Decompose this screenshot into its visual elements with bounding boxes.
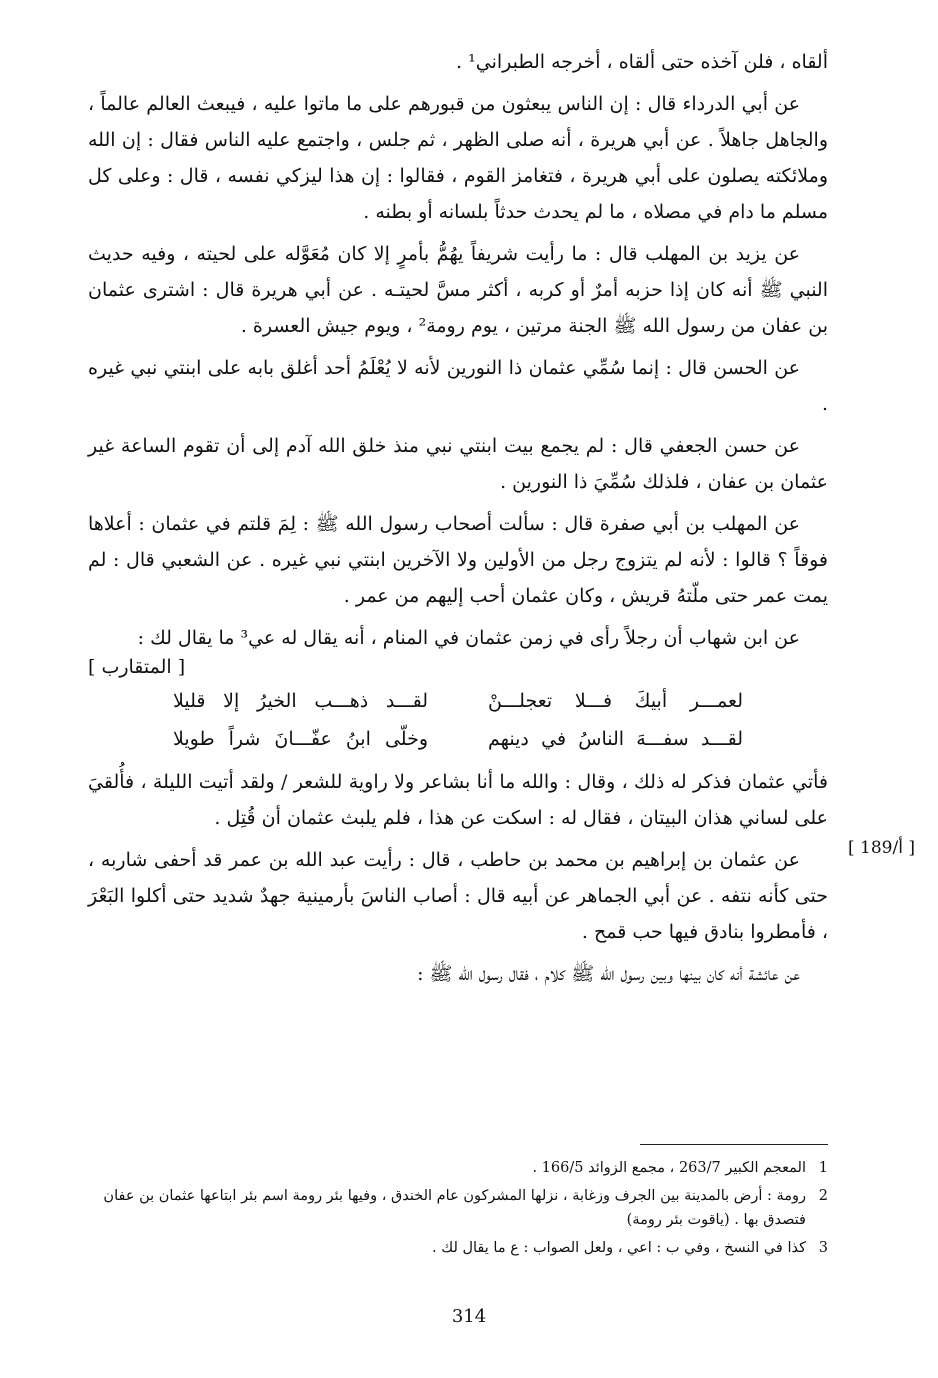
paragraph-9: عن عثمان بن إبراهيم بن محمد بن حاطب ، قال : رأيت عبد الله بن عمر قد أحفى شاربه ، حتى كأنه نتفه . عن أبي الجماهر عن أبيه قال : أصاب الناسَ بأرمينية جهدٌ شديد حتى أكلوا البَعْرَ ، فأمطروا بنادق فيها حب قمح . — [88, 849, 828, 943]
verse-1-first-hemistich: لعمـــر أبيكَ فـــلا تعجلـــنْ — [488, 690, 743, 712]
paragraph-2: عن أبي الدرداء قال : إن الناس يبعثون من قبورهم على ما ماتوا عليه ، فيبعث العالم عالماً ، والجاهل جاهلاً . عن أبي هريرة ، أنه صلى الظهر ، ثم جلس ، واجتمع عليه الناس فقال : إن الله وملائكته يصلون على أبي هريرة ، فتغامز القوم ، فقالوا : إن هذا ليزكي نفسه ، قال : وعلى كل مسلم ما دام في مصلاه ، ما لم يحدث حدثاً بلسانه أو بطنه . — [88, 93, 828, 223]
manuscript-folio-marker: [ 189/أ ] — [848, 838, 915, 858]
paragraph-10: عن عائشة أنه كان بينها وبين رسول الله ﷺ كلام ، فقال رسول الله ﷺ : — [417, 963, 800, 985]
footnote-text: كذا في النسخ ، وفي ب : اعي ، ولعل الصواب : ع ما يقال لك . — [432, 1240, 806, 1256]
paragraph-5: عن حسن الجعفي قال : لم يجمع بيت ابنتي نبي منذ خلق الله آدم إلى أن تقوم الساعة غير عثمان بن عفان ، فلذلك سُمِّيَ ذا النورين . — [88, 435, 828, 493]
paragraph-7: عن ابن شهاب أن رجلاً رأى في زمن عثمان في المنام ، أنه يقال له عي³ ما يقال لك : — [137, 627, 800, 649]
footnote-1 — [88, 1156, 828, 1180]
paragraph-8: فأتي عثمان فذكر له ذلك ، وقال : والله ما أنا بشاعر ولا راوية للشعر / ولقد أتيت الليلة ، فأُلقيَ على لساني هذان البيتان ، فقال له : اسكت عن هذا ، فلم يلبث عثمان أن قُتِل . — [88, 771, 828, 829]
main-text — [88, 44, 828, 998]
footnotes — [88, 1156, 828, 1264]
footnote-divider — [640, 1144, 828, 1145]
footnote-3 — [88, 1236, 828, 1260]
paragraph-3: عن يزيد بن المهلب قال : ما رأيت شريفاً يهُمُّ بأمرٍ إلا كان مُعَوَّله على لحيته ، وفيه حديث النبي ﷺ أنه كان إذا حزبه أمرٌ أو كربه ، أكثر مسَّ لحيتـه . عن أبي هريرة قال : اشترى عثمان بن عفان من رسول الله ﷺ الجنة مرتين ، يوم رومة² ، ويوم جيش العسرة . — [88, 243, 828, 337]
verse-1-second-hemistich: لقـــد ذهـــب الخيرُ إلا قليلا — [173, 690, 428, 712]
paragraph-4: عن الحسن قال : إنما سُمِّي عثمان ذا النورين لأنه لا يُعْلَمُ أحد أغلق بابه على ابنتي نبي غيره . — [88, 357, 828, 415]
poem-verse-1 — [88, 682, 828, 720]
footnote-number: 3 — [818, 1240, 828, 1256]
poem — [88, 682, 828, 758]
verse-2-second-hemistich: وخلّى ابنُ عفّـــانَ شراً طويلا — [173, 728, 428, 750]
poem-verse-2 — [88, 720, 828, 758]
footnote-text: المعجم الكبير 263/7 ، مجمع الزوائد 166/5 . — [532, 1160, 806, 1176]
footnote-number: 2 — [818, 1188, 828, 1204]
footnote-number: 1 — [818, 1160, 828, 1176]
footnote-2 — [88, 1184, 828, 1232]
paragraph-1: ألقاه ، فلن آخذه حتى ألقاه ، أخرجه الطبراني¹ . — [456, 51, 828, 73]
page-number: 314 — [451, 1306, 487, 1327]
verse-2-first-hemistich: لقـــد سفـــهَ الناسُ في دينهم — [488, 728, 743, 750]
footnote-text: رومة : أرض بالمدينة بين الجرف وزغابة ، نزلها المشركون عام الخندق ، وفيها بئر رومة اسم بئر ابتاعها عثمان بن عفان فتصدق بها . (ياقوت بئر رومة) — [103, 1188, 806, 1228]
poem-meter-label: [ المتقارب ] — [88, 656, 186, 678]
paragraph-6: عن المهلب بن أبي صفرة قال : سألت أصحاب رسول الله ﷺ : لِمَ قلتم في عثمان : أعلاها فوقاً ؟ قالوا : لأنه لم يتزوج رجل من الأولين ولا الآخرين ابنتي نبي غيره . عن الشعبي قال : لم يمت عمر حتى ملّتهُ قريش ، وكان عثمان أحب إليهم من عمر . — [88, 513, 828, 607]
